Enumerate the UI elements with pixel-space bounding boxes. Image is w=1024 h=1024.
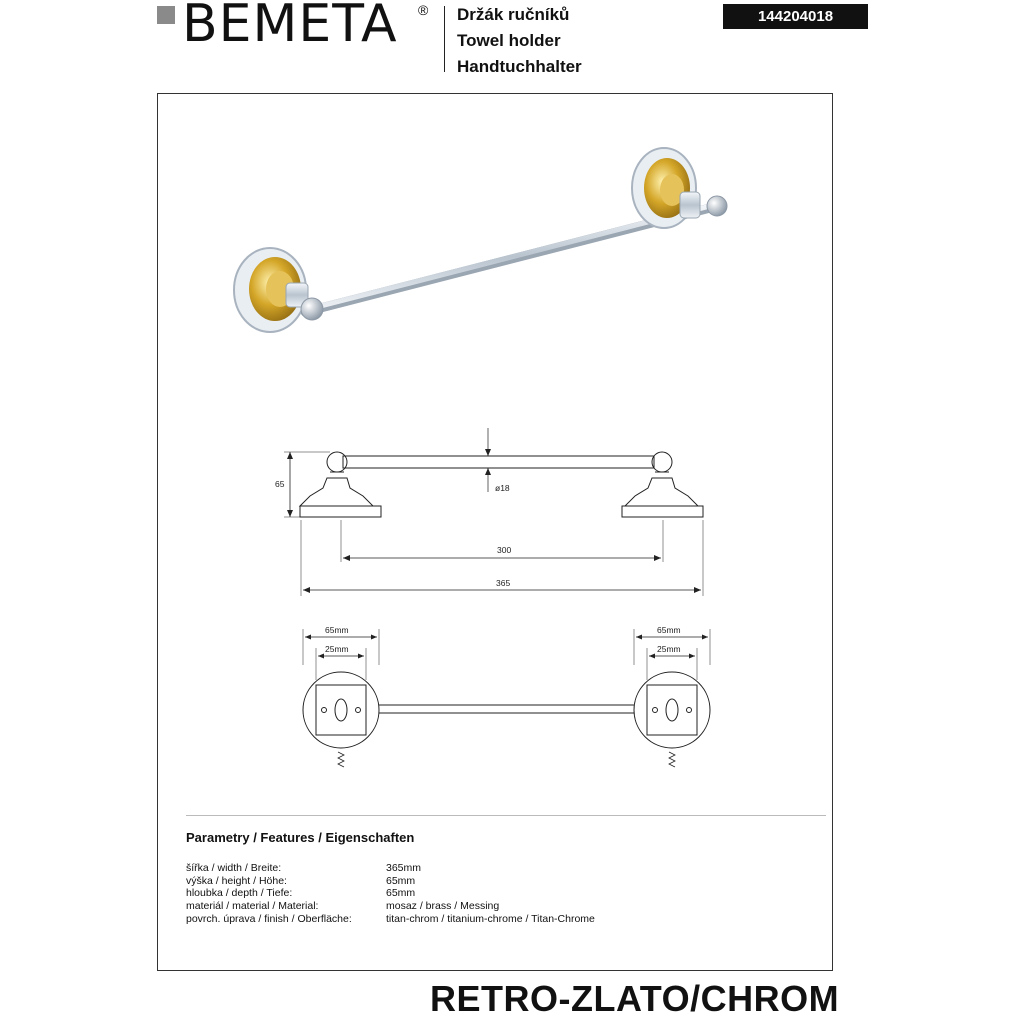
spec-value: 65mm — [386, 887, 416, 900]
spec-key: materiál / material / Material: — [186, 900, 319, 913]
spec-row — [186, 900, 595, 913]
spec-row — [186, 862, 595, 875]
right-inner-dim-label: 25mm — [657, 644, 681, 654]
spec-table — [186, 862, 595, 926]
top-view — [303, 629, 710, 767]
spec-title: Parametry / Features / Eigenschaften — [186, 830, 415, 845]
right-outer-dim-label: 65mm — [657, 625, 681, 635]
outer-width-label: 365 — [496, 578, 511, 588]
front-view — [284, 428, 703, 596]
spec-row — [186, 875, 595, 888]
title-en: Towel holder — [457, 31, 561, 50]
diameter-label: ø18 — [495, 483, 510, 493]
product-photo — [234, 148, 727, 332]
spec-key: výška / height / Höhe: — [186, 874, 287, 887]
left-outer-dim-label: 65mm — [325, 625, 349, 635]
dimension-arrows — [287, 449, 701, 593]
height-dim-label: 65 — [275, 479, 285, 489]
spec-value: mosaz / brass / Messing — [386, 900, 500, 913]
inner-width-label: 300 — [497, 545, 512, 555]
top-view-arrows — [305, 635, 708, 659]
brand-logo: BEMETA — [182, 0, 398, 54]
left-inner-dim-label: 25mm — [325, 644, 349, 654]
title-cz: Držák ručníků — [457, 5, 570, 24]
collection-name: RETRO-ZLATO/CHROM — [430, 978, 840, 1019]
spec-key: hloubka / depth / Tiefe: — [186, 887, 293, 900]
spec-row — [186, 887, 595, 900]
product-code: 144204018 — [723, 4, 868, 29]
spec-key: šířka / width / Breite: — [186, 862, 282, 874]
registered-mark: ® — [418, 2, 429, 18]
spec-row — [186, 913, 595, 926]
title-de: Handtuchhalter — [457, 57, 582, 76]
spec-separator — [186, 815, 826, 816]
spec-value: 365mm — [386, 862, 422, 874]
spec-value: 65mm — [386, 874, 416, 887]
spec-key: povrch. úprava / finish / Oberfläche: — [186, 912, 352, 925]
spec-value: titan-chrom / titanium-chrome / Titan-Chrome — [386, 912, 595, 925]
